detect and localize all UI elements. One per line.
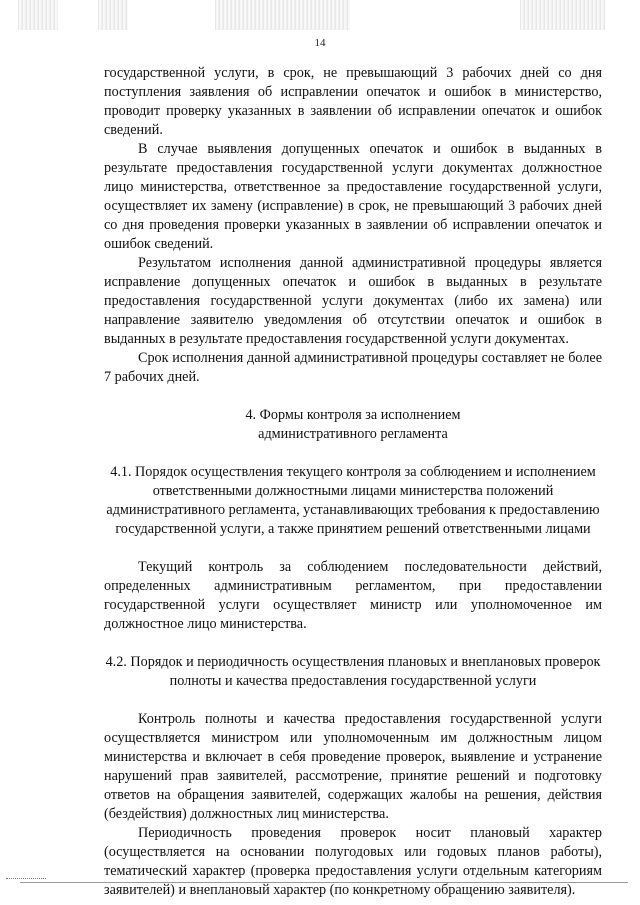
paragraph-corrections: В случае выявления допущенных опечаток и ошибок в выданных в результате предоставления государственной услуги документах должностное лицо министерства, ответственное за предоставление государственной услуги, осуществляет их замену (исправление) в срок, не превышающий 3 рабочих дней со дня проведения проверки указанных в заявлении об исправлении опечаток и ошибок сведений. [104, 141, 602, 252]
footer-dotted-mark [6, 878, 46, 879]
paragraph-continuation: государственной услуги, в срок, не превышающий 3 рабочих дней со дня поступления заявления об исправлении опечаток и ошибок в министерство, проводит проверку указанных в заявлении об исправлении опечаток и ошибок сведений. [104, 65, 602, 138]
paragraph-result: Результатом исполнения данной административной процедуры является исправление допущенных опечаток и ошибок в выданных в результате предоставления государственной услуги документах (либо их замена) или направление заявителю уведомления об отсутствии опечаток и ошибок в выданных в результате предоставления государственной услуги документах. [104, 255, 602, 347]
footer-rule [20, 882, 628, 883]
section-4-title-line2: административного регламента [258, 426, 448, 442]
scan-artifact-left [18, 0, 58, 30]
subsection-4-2-text1: Контроль полноты и качества предоставления государственной услуги осуществляется министром или уполномоченным им должностным лицом министерства и включает в себя проведение проверок, выявление и устранение нарушений прав заявителей, рассмотрение, принятие решений и подготовку ответов на обращения заявителей, содержащих жалобы на решения, действия (бездействия) должностных лиц министерства. [104, 711, 602, 822]
section-4-title [104, 406, 602, 444]
scan-artifact-right [520, 0, 605, 30]
page-number: 14 [314, 37, 326, 49]
subsection-4-1-heading: 4.1. Порядок осуществления текущего контроля за соблюдением и исполнением ответственными должностными лицами министерства положений административного регламента, устанавливающих требования к предоставлению государственной услуги, а также принятием решений ответственными лицами [106, 464, 600, 537]
scan-artifact-left-2 [98, 0, 128, 30]
subsection-4-2-text2: Периодичность проведения проверок носит плановый характер (осуществляется на основании полугодовых или годовых планов работы), тематический характер (проверка предоставления услуги отдельным категориям заявителей) и внеплановый характер (по конкретному обращению заявителя). [104, 825, 602, 898]
scan-artifact-center [215, 0, 350, 30]
subsection-4-1-text: Текущий контроль за соблюдением последовательности действий, определенных административным регламентом, при предоставлении государственной услуги осуществляет министр или уполномоченное им должностное лицо министерства. [104, 559, 602, 632]
document-body [104, 64, 602, 900]
paragraph-deadline: Срок исполнения данной административной процедуры составляет не более 7 рабочих дней. [104, 350, 602, 385]
subsection-4-2-heading: 4.2. Порядок и периодичность осуществления плановых и внеплановых проверок полноты и качества предоставления государственной услуги [105, 654, 601, 689]
section-4-title-line1: 4. Формы контроля за исполнением [245, 407, 461, 423]
